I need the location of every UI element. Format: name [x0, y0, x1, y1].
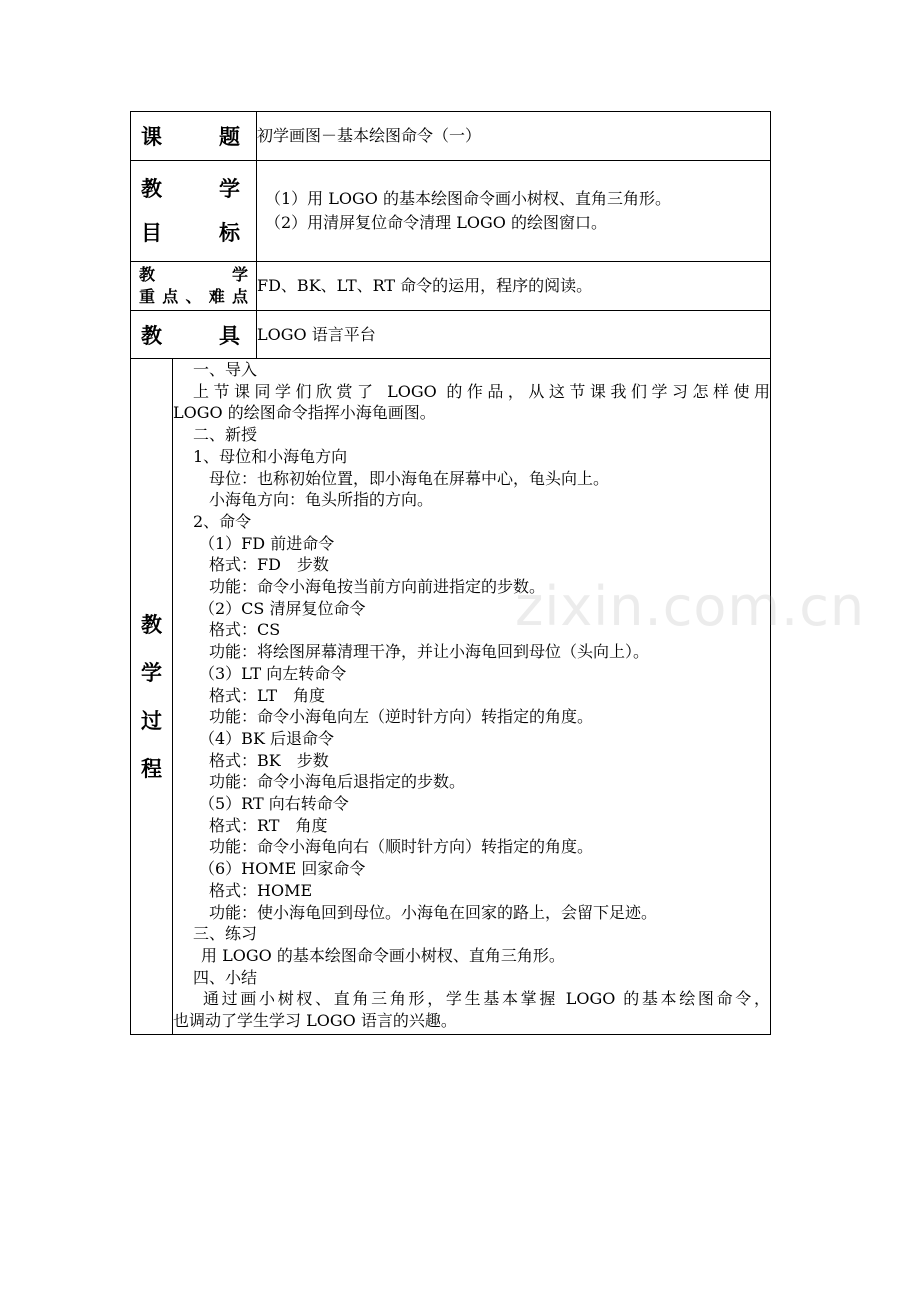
command-format: 格式：FD 步数 [209, 555, 329, 575]
command-heading: （4）BK 后退命令 [199, 728, 334, 748]
command-format: 格式：LT 角度 [209, 685, 325, 705]
command-heading: （1）FD 前进命令 [199, 533, 335, 553]
topic-value: 初学画图－基本绘图命令（一） [257, 112, 771, 161]
section-heading: 三、练习 [193, 924, 258, 944]
command-format: 格式：RT 角度 [209, 815, 328, 835]
topic-label-cell [131, 112, 257, 161]
exercise-line: 用 LOGO 的基本绘图命令画小树杈、直角三角形。 [201, 945, 565, 965]
definition-line: 母位：也称初始位置，即小海龟在屏幕中心，龟头向上。 [209, 468, 610, 488]
command-function: 功能：命令小海龟向左（逆时针方向）转指定的角度。 [209, 707, 594, 727]
subsection-heading: 2、命令 [193, 511, 252, 531]
topic-label: 课 题 [141, 124, 240, 149]
key-label-cell [131, 262, 257, 311]
goal-label-cell [131, 161, 257, 262]
subsection-heading: 1、母位和小海龟方向 [193, 446, 348, 466]
command-function: 功能：使小海龟回到母位。小海龟在回家的路上，会留下足迹。 [209, 902, 658, 922]
paragraph-line: 上节课同学们欣赏了 LOGO 的作品，从这节课我们学习怎样使用 [193, 381, 770, 401]
definition-line: 小海龟方向：龟头所指的方向。 [209, 490, 434, 510]
key-value: FD、BK、LT、RT 命令的运用，程序的阅读。 [257, 262, 771, 311]
topic-row [131, 112, 771, 161]
process-label: 教 学 过 程 [141, 611, 162, 781]
goal-item: （1）用 LOGO 的基本绘图命令画小树杈、直角三角形。 [265, 189, 671, 208]
command-heading: （3）LT 向左转命令 [199, 663, 347, 683]
watermark: zixin.com.cn [515, 575, 866, 638]
goal-values [257, 161, 771, 262]
command-function: 功能：命令小海龟按当前方向前进指定的步数。 [209, 577, 546, 597]
lesson-plan-table [130, 111, 771, 1035]
paragraph-line: LOGO 的绘图命令指挥小海龟画图。 [173, 403, 436, 423]
process-label-cell [131, 359, 173, 1035]
summary-line: 通过画小树杈、直角三角形，学生基本掌握 LOGO 的基本绘图命令， [203, 989, 770, 1009]
command-function: 功能：将绘图屏幕清理干净，并让小海龟回到母位（头向上）。 [209, 642, 650, 662]
key-row [131, 262, 771, 311]
command-function: 功能：命令小海龟后退指定的步数。 [209, 772, 466, 792]
command-heading: （5）RT 向右转命令 [199, 794, 349, 814]
goal-label: 教 学 目 标 [141, 176, 240, 245]
process-content [173, 359, 771, 1035]
process-row [131, 359, 771, 1035]
tool-value: LOGO 语言平台 [257, 311, 771, 359]
summary-line: 也调动了学生学习 LOGO 语言的兴趣。 [173, 1011, 457, 1031]
section-heading: 二、新授 [193, 425, 258, 445]
tool-label: 教 具 [141, 322, 240, 348]
command-format: 格式：HOME [209, 880, 313, 900]
command-function: 功能：命令小海龟向右（顺时针方向）转指定的角度。 [209, 837, 594, 857]
command-format: 格式：CS [209, 620, 281, 640]
command-heading: （2）CS 清屏复位命令 [199, 598, 366, 618]
tool-row [131, 311, 771, 359]
section-heading: 一、导入 [193, 360, 258, 379]
goal-item: （2）用清屏复位命令清理 LOGO 的绘图窗口。 [265, 213, 607, 232]
goal-row [131, 161, 771, 262]
key-label: 教 学 重 点 、 难 点 [139, 265, 248, 306]
tool-label-cell [131, 311, 257, 359]
section-heading: 四、小结 [193, 967, 258, 987]
command-format: 格式：BK 步数 [209, 750, 329, 770]
command-heading: （6）HOME 回家命令 [199, 859, 366, 879]
